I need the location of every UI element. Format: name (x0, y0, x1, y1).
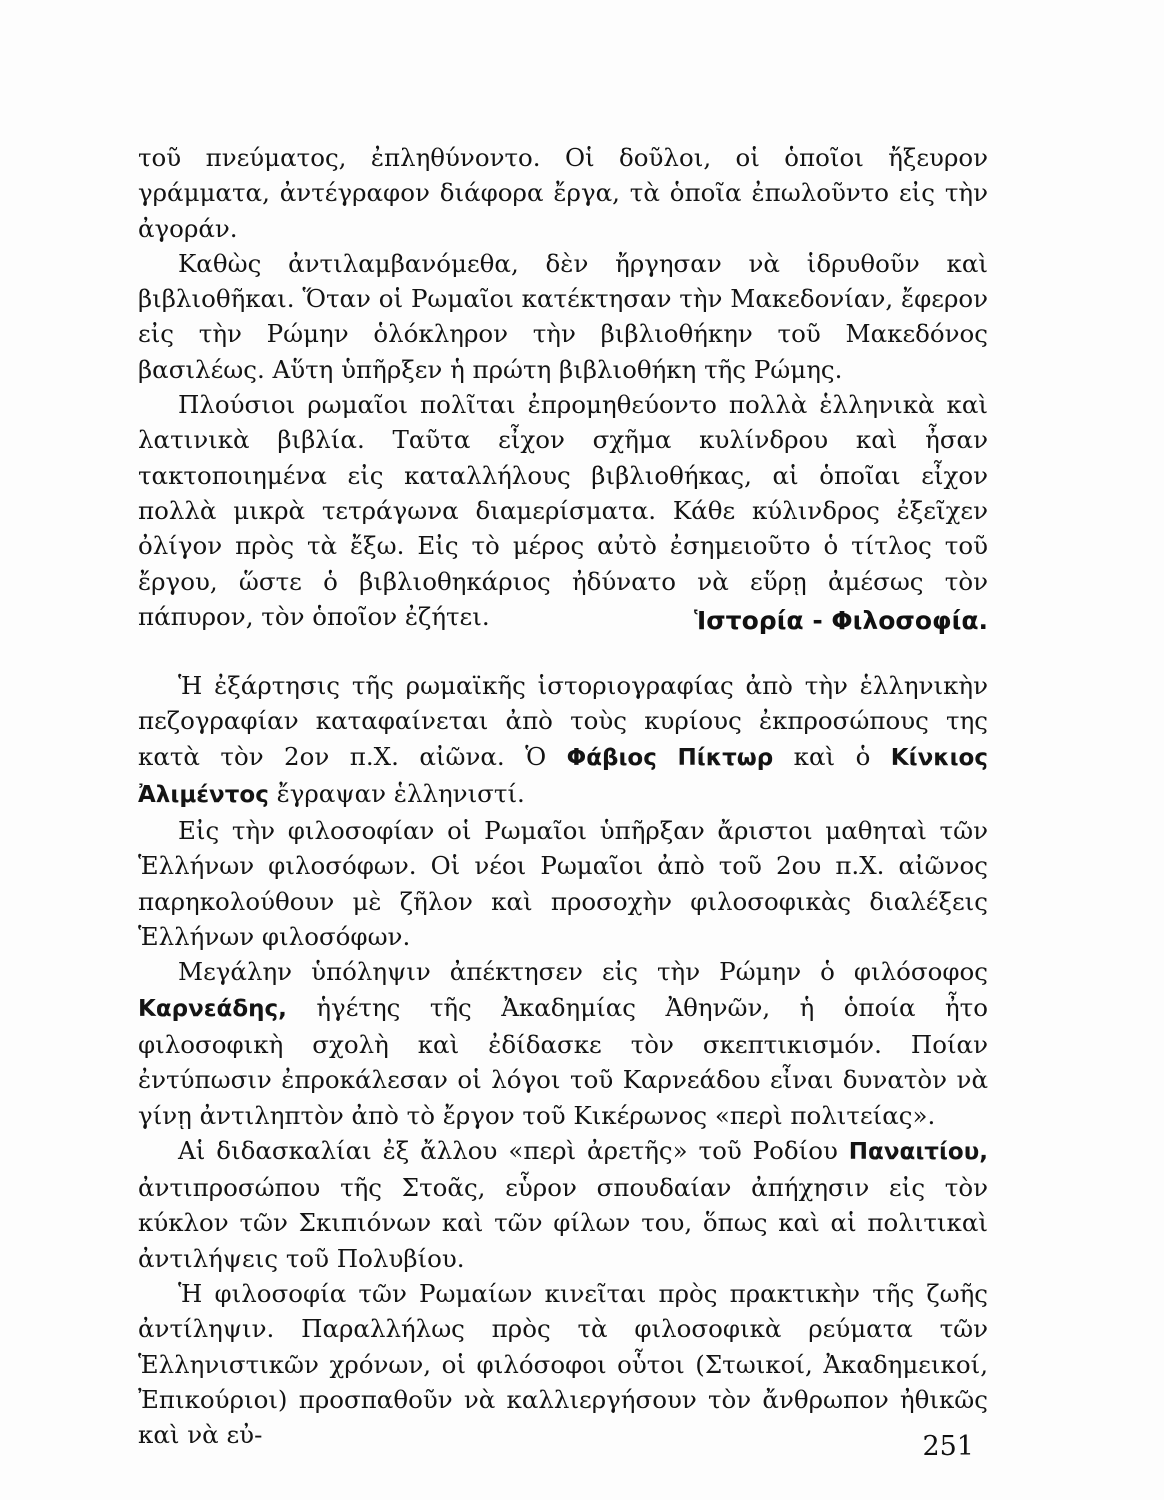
history-philosophy-section (138, 668, 988, 1453)
panaetius-text-end: ἀντιπροσώπου τῆς Στοᾶς, εὗρον σπουδαίαν ἀπήχησιν εἰς τὸν κύκλον τῶν Σκιπιόνων καὶ τῶν φίλων του, ὅπως καὶ αἱ πολιτικαὶ ἀντιλήψεις τοῦ Πολυβίου. (138, 1173, 988, 1273)
historiography-text-end: ἔγραψαν ἑλληνιστί. (268, 778, 525, 808)
section-heading: Ἱστορία - Φιλοσοφία. (693, 606, 988, 635)
paragraph-practical-philosophy: Ἡ φιλοσοφία τῶν Ρωμαίων κινεῖται πρὸς πρακτικὴν τῆς ζωῆς ἀντίληψιν. Παραλλήλως πρὸς τὰ φιλοσοφικὰ ρεύματα τῶν Ἑλληνιστικῶν χρόνων, οἱ φιλόσοφοι οὗτοι (Στωικοί, Ἀκαδημεικοί, Ἐπικούριοι) προσπαθοῦν νὰ καλλιεργήσουν τὸν ἄνθρωπον ἠθικῶς καὶ νὰ εὐ- (138, 1279, 988, 1450)
paragraph-roman-students: Εἰς τὴν φιλοσοφίαν οἱ Ρωμαῖοι ὑπῆρξαν ἄριστοι μαθηταὶ τῶν Ἑλλήνων φιλοσόφων. Οἱ νέοι Ρωμαῖοι ἀπὸ τοῦ 2ου π.Χ. αἰῶνος παρηκολούθουν μὲ ζῆλον καὶ προσοχὴν φιλοσοφικὰς διαλέξεις Ἑλλήνων φιλοσόφων. (138, 816, 988, 952)
paragraph-carneades (138, 954, 988, 1132)
historiography-text-mid: καὶ ὁ (773, 741, 891, 771)
name-fabius-pictor: Φάβιος Πίκτωρ (566, 744, 774, 771)
name-panaetius: Παναιτίου, (848, 1138, 988, 1165)
paragraph-first-libraries: Καθὼς ἀντιλαμβανόμεθα, δὲν ἤργησαν νὰ ἱδρυθοῦν καὶ βιβλιοθῆκαι. Ὅταν οἱ Ρωμαῖοι κατέκτησαν τὴν Μακεδονίαν, ἔφερον εἰς τὴν Ρώμην ὁλόκληρον τὴν βιβλιοθήκην τοῦ Μακεδόνος βασιλέως. Αὕτη ὑπῆρξεν ἡ πρώτη βιβλιοθήκη τῆς Ρώμης. (138, 248, 988, 384)
paragraph-historiography (138, 668, 988, 813)
carneades-text-end: ἡγέτης τῆς Ἀκαδημίας Ἀθηνῶν, ἡ ὁποία ἦτο φιλοσοφικὴ σχολὴ καὶ ἐδίδασκε τὸν σκεπτικισμόν. Ποίαν ἐντύπωσιν ἐπροκάλεσαν οἱ λόγοι τοῦ Καρνεάδου εἶναι δυνατὸν νὰ γίνῃ ἀντιληπτὸν ἀπὸ τὸ ἔργον τοῦ Κικέρωνος «περὶ πολιτείας». (138, 992, 988, 1130)
name-cincius-alimentus: Κίνκιος Ἀλιμέντος (138, 744, 988, 808)
paragraph-panaetius (138, 1133, 988, 1276)
paragraph-slaves-copying: τοῦ πνεύματος, ἐπληθύνοντο. Οἱ δοῦλοι, οἱ ὁποῖοι ἤξευρον γράμματα, ἀντέγραφον διάφορα ἔργα, τὰ ὁποῖα ἐπωλοῦντο εἰς τὴν ἀγοράν. (138, 143, 988, 243)
panaetius-text-start: Αἱ διδασκαλίαι ἐξ ἄλλου «περὶ ἀρετῆς» τοῦ Ροδίου (178, 1135, 849, 1165)
name-carneades: Καρνεάδης, (138, 995, 287, 1022)
page-number: 251 (922, 1431, 974, 1462)
carneades-text-start: Μεγάλην ὑπόληψιν ἀπέκτησεν εἰς τὴν Ρώμην ὁ φιλόσοφος (178, 957, 988, 987)
library-section (138, 140, 988, 634)
paragraph-private-libraries: Πλούσιοι ρωμαῖοι πολῖται ἐπρομηθεύοντο πολλὰ ἑλληνικὰ καὶ λατινικὰ βιβλία. Ταῦτα εἶχον σχῆμα κυλίνδρου καὶ ἦσαν τακτοποιημένα εἰς καταλλήλους βιβλιοθήκας, αἱ ὁποῖαι εἶχον πολλὰ μικρὰ τετράγωνα διαμερίσματα. Κάθε κύλινδρος ἐξεῖχεν ὀλίγον πρὸς τὰ ἔξω. Εἰς τὸ μέρος αὐτὸ ἐσημειοῦτο ὁ τίτλος τοῦ ἔργου, ὥστε ὁ βιβλιοθηκάριος ἠδύνατο νὰ εὕρῃ ἀμέσως τὸν πάπυρον, τὸν ὁποῖον ἐζήτει. (138, 390, 988, 631)
historiography-text-start: Ἡ ἐξάρτησις τῆς ρωμαϊκῆς ἱστοριογραφίας ἀπὸ τὴν ἑλληνικὴν πεζογραφίαν καταφαίνεται ἀπὸ τοὺς κυρίους ἐκπροσώπους της κατὰ τὸν 2ον π.Χ. αἰῶνα. Ὁ (138, 671, 988, 771)
